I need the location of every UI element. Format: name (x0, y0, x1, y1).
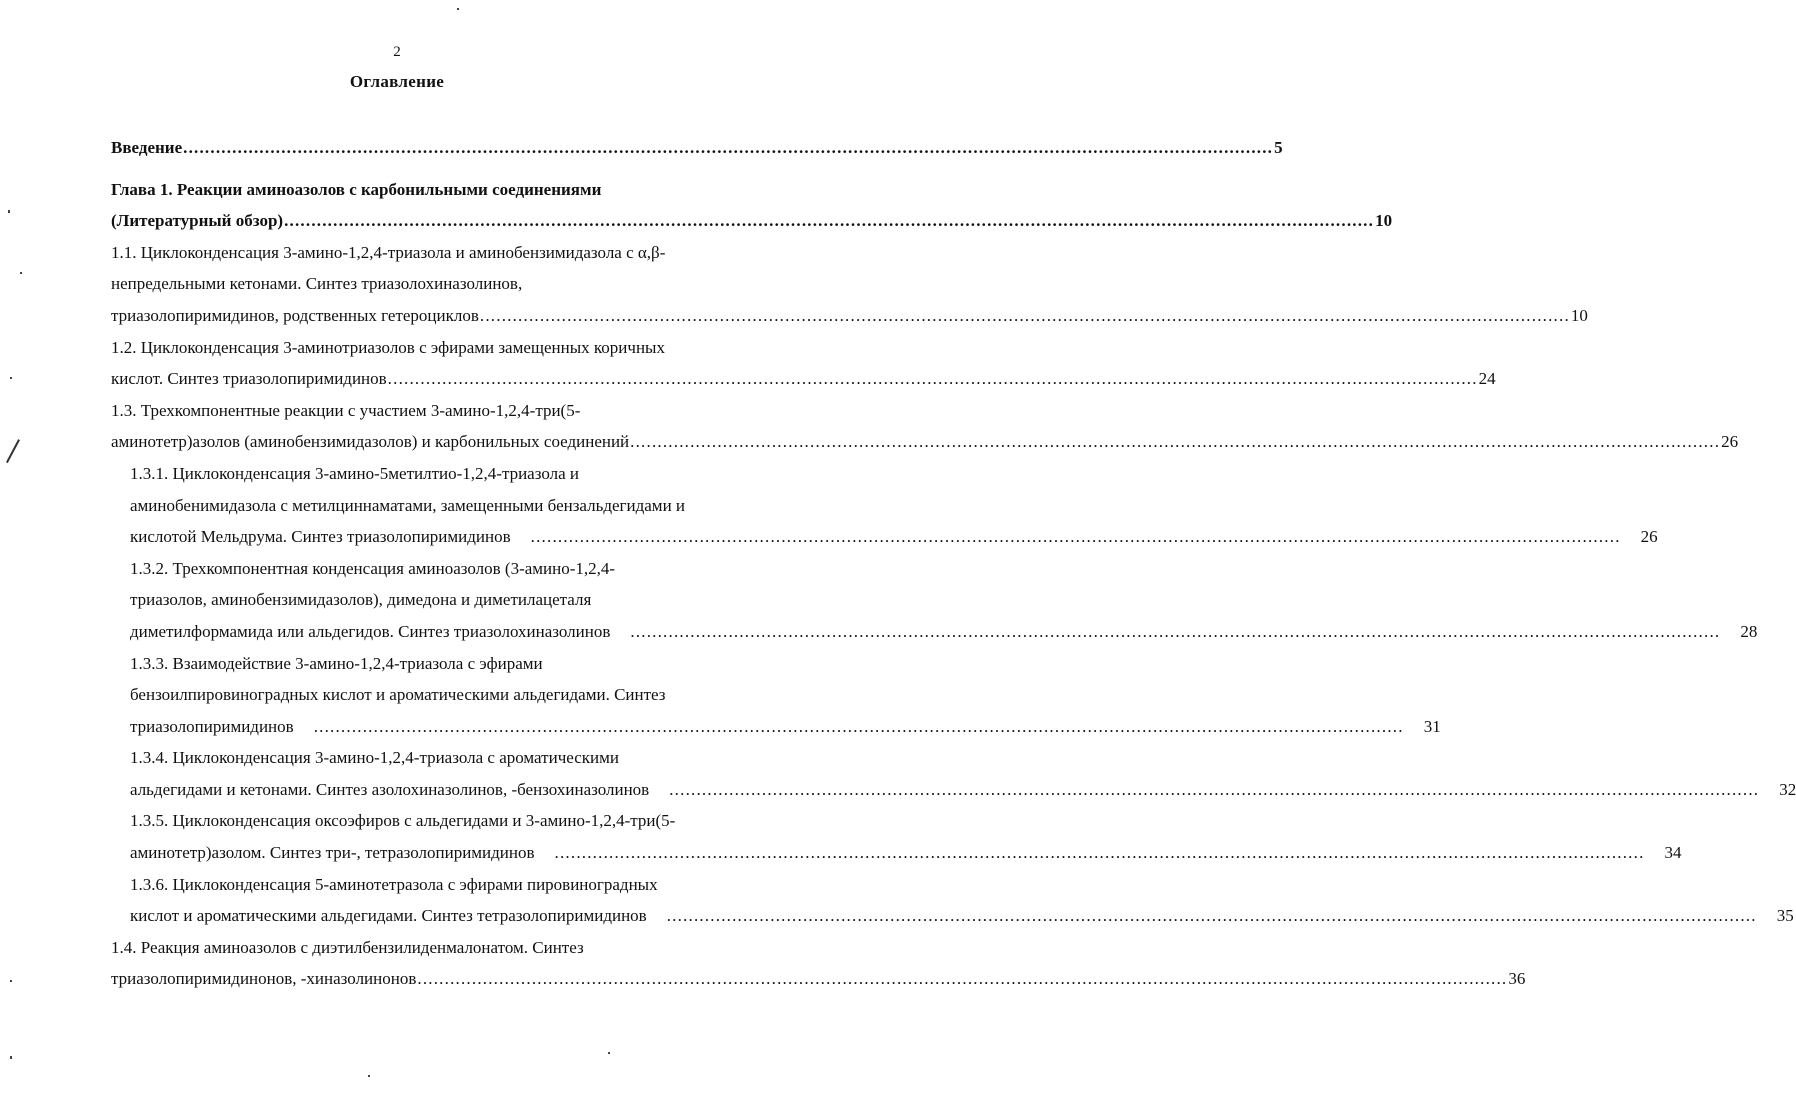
toc-entry-last-line (111, 300, 1588, 332)
toc-entry-text: (Литературный обзор) (111, 211, 284, 231)
toc-entry-text: кислот и ароматическими альдегидами. Синтез тетразолопиримидинов (130, 906, 647, 926)
toc-entry-line: 1.3.4. Циклоконденсация 3-амино-1,2,4-триазола с ароматическими (130, 748, 619, 768)
scan-mark (10, 980, 12, 982)
toc-page-number: 32 (1779, 779, 1796, 799)
toc-entry[interactable] (111, 458, 1658, 553)
toc-entry[interactable] (111, 869, 1794, 932)
toc-entry-line: непредельными кетонами. Синтез триазолохиназолинов, (111, 274, 523, 294)
toc-entry-line: 1.3.1. Циклоконденсация 3-амино-5метилтио-1,2,4-триазола и (130, 463, 579, 483)
dot-leader: ........................................................................................................................................................................................................ (630, 432, 1721, 452)
toc-page-number: 35 (1776, 906, 1794, 926)
toc-entry-text: диметилформамида или альдегидов. Синтез триазолохиназолинов (130, 621, 611, 641)
dot-leader: ........................................................................................................................................................................................................ (313, 716, 1404, 736)
toc-entry-line: аминобенимидазола с метилциннаматами, замещенными бензальдегидами и (130, 495, 686, 515)
dot-leader: ........................................................................................................................................................................................................ (387, 369, 1478, 389)
toc-page-number: 28 (1740, 621, 1758, 641)
toc-entry-last-line (111, 963, 1526, 995)
page-number: 2 (393, 44, 401, 60)
page-title: Оглавление (349, 72, 445, 91)
dot-leader: ........................................................................................................................................................................................................ (417, 969, 1508, 989)
toc-entry-last-line (111, 521, 1658, 553)
toc-entry[interactable] (111, 237, 1588, 332)
toc-page-number: 26 (1721, 432, 1739, 452)
toc-entry-line: бензоилпировиноградных кислот и ароматическими альдегидами. Синтез (130, 685, 666, 705)
toc-entry-line: 1.3.2. Трехкомпонентная конденсация аминоазолов (3-амино-1,2,4- (130, 558, 616, 578)
scan-stroke (6, 439, 20, 463)
toc-entry[interactable] (111, 395, 1739, 458)
scan-mark (10, 377, 12, 379)
toc-page-number: 31 (1423, 716, 1441, 736)
toc-entry-last-line (111, 774, 1796, 806)
toc-entry-text: аминотетр)азолов (аминобензимидазолов) и карбонильных соединений (111, 432, 630, 452)
toc-page-number: 10 (1375, 211, 1393, 231)
dot-leader: ........................................................................................................................................................................................................ (669, 779, 1760, 799)
toc-entry[interactable] (111, 174, 1393, 237)
toc-page-number: 10 (1570, 305, 1588, 325)
toc-entry[interactable] (111, 132, 1283, 164)
dot-leader: ........................................................................................................................................................................................................ (183, 138, 1274, 157)
toc-entry-last-line (111, 132, 1283, 164)
toc-page-number: 34 (1664, 843, 1682, 863)
toc-entry-text: триазолопиримидинов, родственных гетероциклов (111, 305, 479, 325)
toc-entry-text: альдегидами и кетонами. Синтез азолохиназолинов, -бензохиназолинов (130, 779, 650, 799)
dot-leader: ........................................................................................................................................................................................................ (554, 843, 1645, 863)
scan-mark (608, 1052, 610, 1054)
toc-entry-last-line (111, 616, 1758, 648)
toc-entry-line: 1.4. Реакция аминоазолов с диэтилбензилиденмалонатом. Синтез (111, 937, 584, 957)
toc-entry-text: кислотой Мельдрума. Синтез триазолопиримидинов (130, 527, 511, 547)
toc-entry-text: Введение (111, 138, 183, 157)
toc-entry-text: триазолопиримидинонов, -хиназолинонов (111, 969, 417, 989)
toc-entry-last-line (111, 426, 1739, 458)
toc-page-number: 5 (1274, 138, 1283, 157)
toc-entry-line: 1.3.3. Взаимодействие 3-амино-1,2,4-триазола с эфирами (130, 653, 543, 673)
dot-leader: ........................................................................................................................................................................................................ (479, 305, 1570, 325)
scan-mark (457, 8, 459, 10)
dot-leader: ........................................................................................................................................................................................................ (630, 621, 1721, 641)
toc-entry[interactable] (111, 648, 1441, 743)
dot-leader: ........................................................................................................................................................................................................ (530, 527, 1621, 547)
toc-entry-line: триазолов, аминобензимидазолов), димедона и диметилацеталя (130, 590, 592, 610)
scan-mark (20, 272, 22, 274)
toc-entry-text: аминотетр)азолом. Синтез три-, тетразолопиримидинов (130, 843, 535, 863)
toc-entry[interactable] (111, 805, 1682, 868)
toc-entry-last-line (111, 205, 1393, 237)
toc-entry-last-line (111, 900, 1794, 932)
toc-entry-line: Глава 1. Реакции аминоазолов с карбонильными соединениями (111, 179, 602, 199)
toc-page-number: 24 (1478, 369, 1496, 389)
dot-leader: ........................................................................................................................................................................................................ (284, 211, 1375, 231)
toc-entry-last-line (111, 837, 1682, 869)
toc-entry-text: кислот. Синтез триазолопиримидинов (111, 369, 387, 389)
toc-entry-line: 1.3.6. Циклоконденсация 5-аминотетразола с эфирами пировиноградных (130, 874, 658, 894)
toc-entry[interactable] (111, 932, 1526, 995)
toc-entry-last-line (111, 363, 1496, 395)
scan-mark (10, 1056, 12, 1059)
toc-page-number: 36 (1508, 969, 1526, 989)
toc-page-number: 26 (1640, 527, 1658, 547)
toc-spacer (111, 164, 735, 174)
toc-entry-last-line (111, 711, 1441, 743)
scan-mark (368, 1075, 370, 1077)
toc-entry[interactable] (111, 553, 1758, 648)
toc-entry[interactable] (111, 742, 1796, 805)
toc-entry-line: 1.1. Циклоконденсация 3-амино-1,2,4-триазола и аминобензимидазола с α,β- (111, 242, 666, 262)
scan-mark (8, 210, 10, 213)
toc-entry-line: 1.3. Трехкомпонентные реакции с участием 3-амино-1,2,4-три(5- (111, 400, 581, 420)
toc-entry-text: триазолопиримидинов (130, 716, 294, 736)
toc-entry[interactable] (111, 332, 1496, 395)
table-of-contents (111, 132, 1796, 995)
toc-entry-line: 1.2. Циклоконденсация 3-аминотриазолов с эфирами замещенных коричных (111, 337, 665, 357)
dot-leader: ........................................................................................................................................................................................................ (666, 906, 1757, 926)
toc-entry-line: 1.3.5. Циклоконденсация оксоэфиров с альдегидами и 3-амино-1,2,4-три(5- (130, 811, 676, 831)
